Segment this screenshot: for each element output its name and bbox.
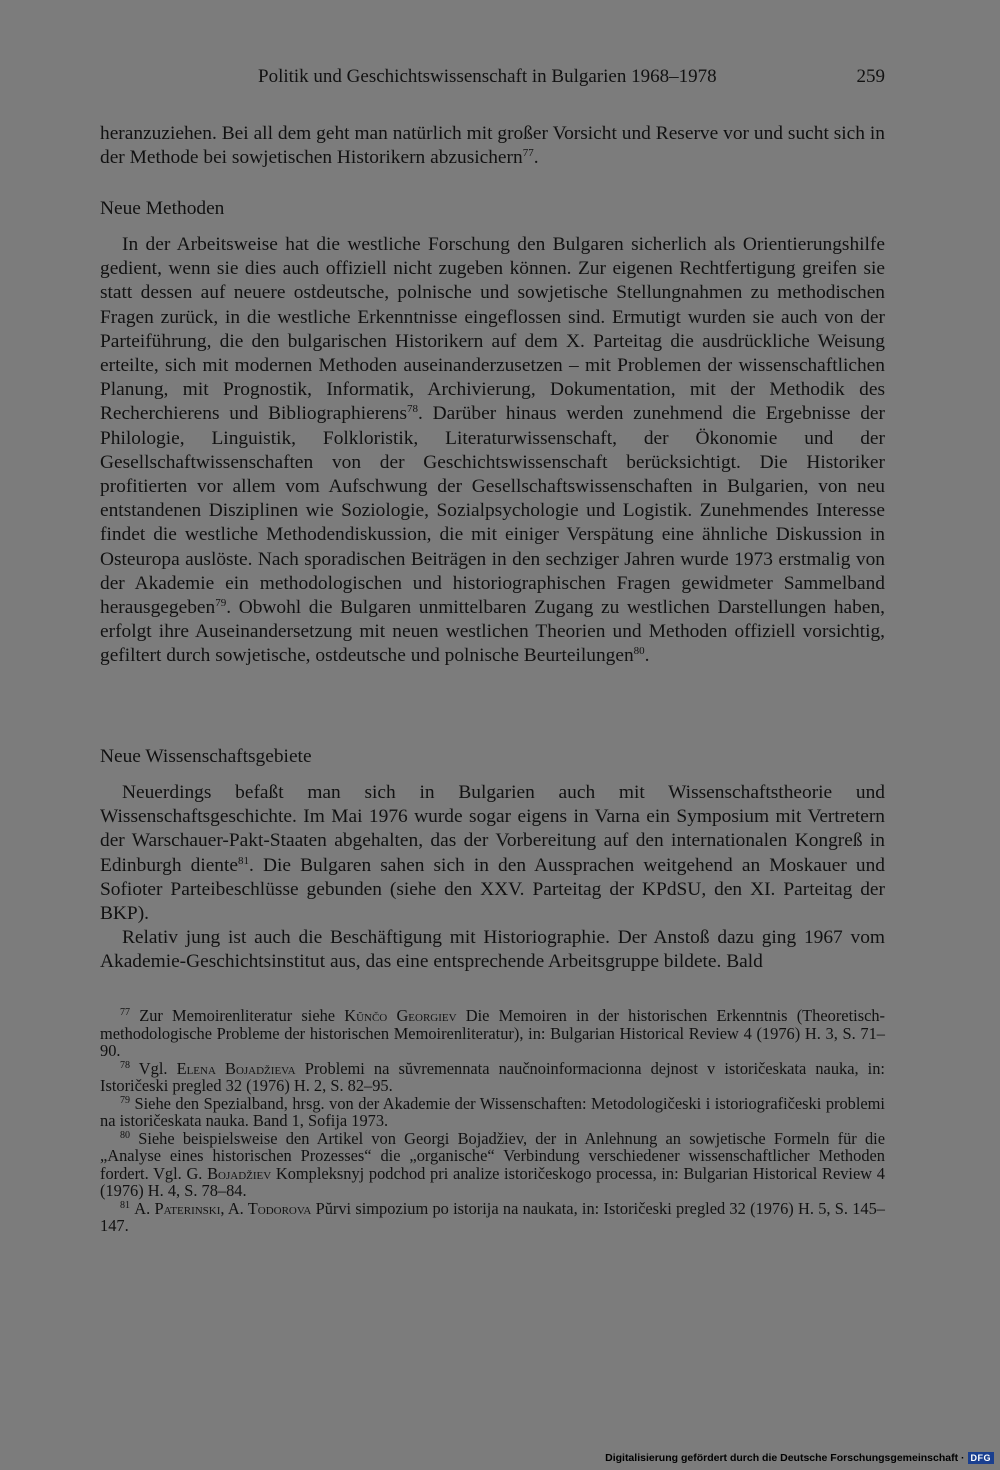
- footnote-ref-79[interactable]: 79: [215, 597, 227, 610]
- intro-paragraph: heranzuziehen. Bei all dem geht man natürlich mit großer Vorsicht und Reserve vor und sucht sich in der Methode bei sowjetischen Historikern abzusichern$^{77}$.: [100, 123, 885, 169]
- footnotes: [100, 1007, 885, 1235]
- footnote-ref-77[interactable]: 77: [522, 147, 534, 160]
- footnote-81: $^{81}$ A. Paterinski, A. Todorova Pŭrvi simpozium po istorija na naukata, in: Istoričeski pregled 32 (1976) H. 5, S. 145–147.: [100, 1198, 885, 1235]
- section-heading-neue-wissenschaftsgebiete: Neue Wissenschaftsgebiete: [100, 746, 312, 767]
- digitization-notice: [605, 1452, 994, 1464]
- footnote-80: $^{80}$ Siehe beispielsweise den Artikel von Georgi Bojadžiev, der in Anlehnung an sowjetische Formeln für die „Analyse eines historischen Prozesses“ die „organische“ Verbindung verschiedener wissenschaftlicher Methoden fordert. Vgl. G. Bojadžiev Kompleksnyj podchod pri analize istoričeskogo processa, in: Bulgarian Historical Review 4 (1976) H. 4, S. 78–84.: [100, 1128, 885, 1200]
- page-header: [100, 66, 885, 96]
- footnote-ref-80[interactable]: 80: [633, 645, 645, 658]
- footnote-ref-78[interactable]: 78: [407, 403, 419, 416]
- section-neue-wissenschaftsgebiete-text: Neuerdings befaßt man sich in Bulgarien auch mit Wissenschaftstheorie und Wissenschaftsgeschichte. Im Mai 1976 wurde sogar eigens in Varna ein Symposium mit Vertretern der Warschauer-Pakt-Staaten abgehalten, das der Vorbereitung auf den internationalen Kongreß in Edinburgh diente$^{81}$. Die Bulgaren sahen sich in den Aussprachen weitgehend an Moskauer und Sofioter Parteibeschlüsse gebunden (siehe den XXV. Parteitag der KPdSU, den XI. Parteitag der BKP). Relativ jung ist auch die Beschäftigung mit Historiographie. Der Anstoß dazu ging 1967 vom Akademie-Geschichtsinstitut aus, das eine entsprechende Arbeitsgruppe bildete. Bald: [100, 781, 885, 975]
- page-number: 259: [856, 66, 885, 87]
- footnote-78: $^{78}$ Vgl. Elena Bojadžieva Problemi na sŭvremennata naučnoinformacionna dejnost v istoričeskata nauka, in: Istoričeski pregled 32 (1976) H. 2, S. 82–95.: [100, 1058, 885, 1095]
- footnote-ref-81[interactable]: 81: [238, 854, 249, 867]
- footnote-77: $^{77}$ Zur Memoirenliteratur siehe Kŭnčo Georgiev Die Memoiren in der historischen Erkenntnis (Theoretisch-methodologische Probleme der historischen Memoirenliteratur), in: Bulgarian Historical Review 4 (1976) H. 3, S. 71–90.: [100, 1006, 885, 1060]
- footnote-79: $^{79}$ Siehe den Spezialband, hrsg. von der Akademie der Wissenschaften: Metodologičeski i istoriografičeski problemi na istoričeskata nauka. Band 1, Sofija 1973.: [100, 1093, 885, 1130]
- digitization-text: Digitalisierung gefördert durch die Deutsche Forschungsgemeinschaft ·: [605, 1452, 965, 1464]
- section-neue-methoden-text: In der Arbeitsweise hat die westliche Forschung den Bulgaren sicherlich als Orientierungshilfe gedient, wenn sie dies auch offiziell nicht zugeben können. Zur eigenen Rechtfertigung greifen sie statt dessen auf neuere ostdeutsche, polnische und sowjetische Stellungnahmen zu methodischen Fragen zurück, in die westliche Erkenntnisse eingeflossen sind. Ermutigt wurden sie auch von der Parteiführung, die den bulgarischen Historikern auf dem X. Parteitag die ausdrückliche Weisung erteilte, sich mit modernen Methoden auseinanderzusetzen – mit Problemen der wissenschaftlichen Planung, mit Prognostik, Informatik, Archivierung, Dokumentation, mit der Methodik des Recherchierens und Bibliographierens$^{78}$. Darüber hinaus werden zunehmend die Ergebnisse der Philologie, Linguistik, Folkloristik, Literaturwissenschaft, der Ökonomie und der Gesellschaftwissenschaften von der Geschichtswissenschaft berücksichtigt. Die Historiker profitierten vor allem vom Aufschwung der Gesellschaftswissenschaften in Bulgarien, von neu entstandenen Disziplinen wie Soziologie, Sozialpsychologie und Logistik. Zunehmendes Interesse findet die westliche Methodendiskussion, die mit einiger Verspätung eine ähnliche Diskussion in Osteuropa auslöste. Nach sporadischen Beiträgen in den sechziger Jahren wurde 1973 erstmalig von der Akademie ein methodologischen und historiographischen Fragen gewidmeter Sammelband herausgegeben$^{79}$. Obwohl die Bulgaren unmittelbaren Zugang zu westlichen Darstellungen haben, erfolgt ihre Auseinandersetzung mit neuen westlichen Theorien und Methoden offiziell vorsichtig, gefiltert durch sowjetische, ostdeutsche und polnische Beurteilungen$^{80}$.: [100, 234, 885, 667]
- section-heading-neue-methoden: Neue Methoden: [100, 198, 225, 219]
- dfg-logo-icon: DFG: [968, 1452, 995, 1464]
- running-title: Politik und Geschichtswissenschaft in Bulgarien 1968–1978: [258, 66, 717, 87]
- paragraph-historiographie: Relativ jung ist auch die Beschäftigung mit Historiographie. Der Anstoß dazu ging 1967 vom Akademie-Geschichtsinstitut aus, das eine entsprechende Arbeitsgruppe bildete. Bald: [100, 927, 885, 973]
